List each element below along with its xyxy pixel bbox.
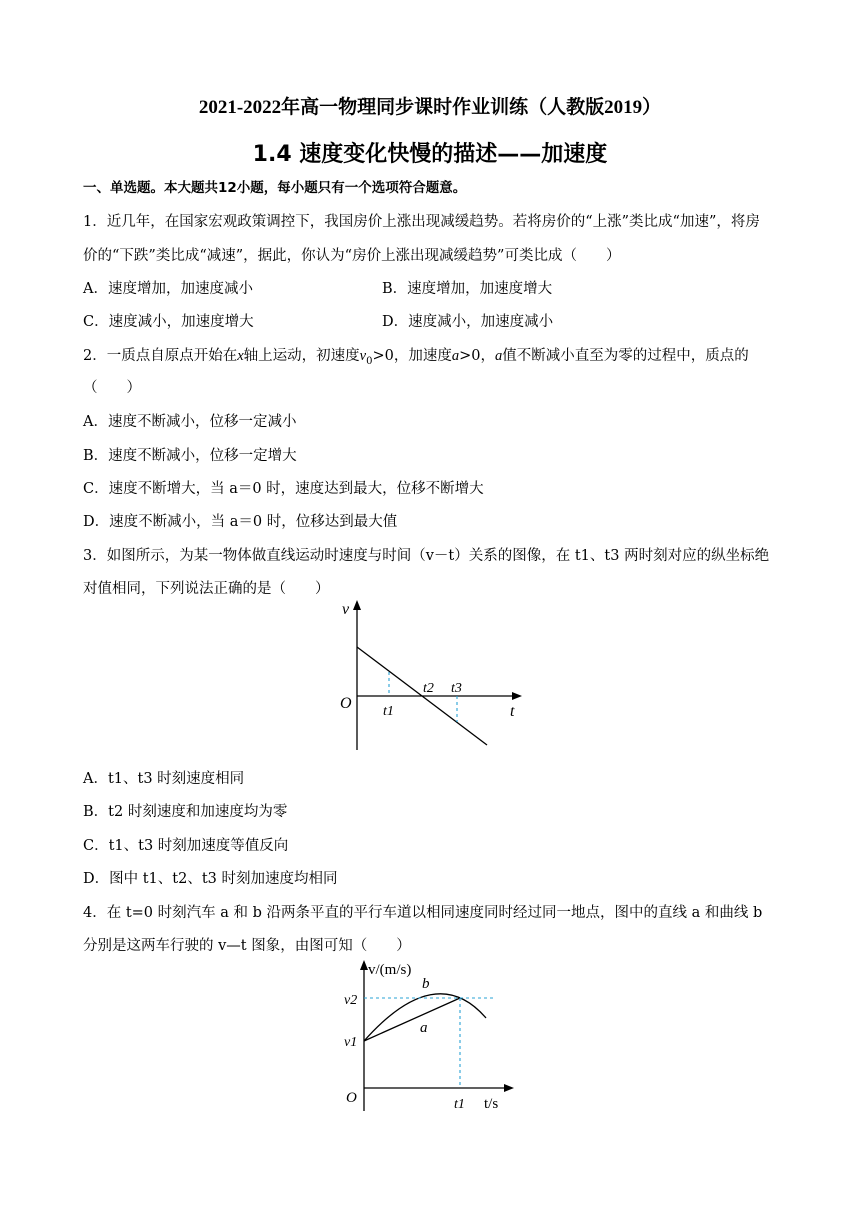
q2-option-b: B．速度不断减小，位移一定增大 [83, 448, 297, 464]
q4-t1-label: t1 [454, 1097, 465, 1112]
q4-line1: 4．在 t=0 时刻汽车 a 和 b 沿两条平直的平行车道以相同速度同时经过同一地点，图中的直线 a 和曲线 b [83, 905, 763, 921]
q3-t2-label: t2 [423, 681, 434, 696]
q4-line-a [364, 998, 460, 1041]
q4-v1-label: v1 [344, 1035, 358, 1050]
q2-text: >0， [459, 348, 495, 364]
document-title: 2021-2022年高一物理同步课时作业训练（人教版2019） [198, 97, 662, 118]
q2-option-d: D．速度不断减小，当 a＝0 时，位移达到最大值 [83, 514, 398, 530]
q2-var-a: a [494, 348, 503, 364]
q2-text: 轴上运动，初速度 [243, 348, 360, 364]
q4-origin-label: O [346, 1090, 357, 1106]
q3-t3-label: t3 [451, 681, 462, 696]
section-heading: 一、单选题。本大题共12小题，每小题只有一个选项符合题意。 [83, 180, 467, 196]
q2-var-v: v [359, 348, 367, 364]
q4-x-label: t/s [484, 1096, 499, 1112]
q4-v2-label: v2 [344, 993, 358, 1008]
q2-text: 2．一质点自原点开始在 [83, 348, 238, 364]
q2-option-a: A．速度不断减小，位移一定减小 [83, 414, 297, 430]
q3-v-arrow [353, 600, 361, 610]
q1-line1: 1．近几年，在国家宏观政策调控下，我国房价上涨出现减缓趋势。若将房价的“上涨”类比成“加速”，将房 [83, 214, 760, 230]
q4-y-label: v/(m/s) [368, 962, 412, 978]
q3-option-c: C．t1、t3 时刻加速度等值反向 [83, 838, 289, 854]
q2-line2: （ ） [83, 380, 141, 396]
q4-line2: 分别是这两车行驶的 v—t 图象，由图可知（ ） [83, 938, 411, 954]
q2-var-a: a [451, 348, 460, 364]
q4-t-arrow [504, 1084, 514, 1092]
q4-b-label: b [422, 976, 430, 992]
q1-option-d: D．速度减小，加速度减小 [382, 314, 554, 330]
q3-line2: 对值相同，下列说法正确的是（ ） [83, 581, 330, 597]
q3-line1: 3．如图所示，为某一物体做直线运动时速度与时间（v－t）关系的图像，在 t1、t3 两时刻对应的纵坐标绝 [83, 548, 770, 564]
q3-vt-graph [330, 598, 530, 758]
q1-line2: 价的“下跌”类比成“减速”，据此，你认为“房价上涨出现减缓趋势”可类比成（ ） [83, 248, 621, 264]
q3-option-d: D．图中 t1、t2、t3 时刻加速度均相同 [83, 871, 338, 887]
q3-t1-label: t1 [383, 704, 394, 719]
q3-option-b: B．t2 时刻速度和加速度均为零 [83, 804, 288, 820]
q1-option-b: B．速度增加，加速度增大 [382, 281, 553, 297]
q2-text: 值不断减小直至为零的过程中，质点的 [502, 348, 749, 364]
q2-line1 [83, 344, 749, 367]
q4-vt-graph [336, 956, 526, 1116]
q2-sub-0: 0 [366, 355, 373, 367]
q2-var-x: x [237, 348, 244, 364]
q3-v-label: v [342, 601, 350, 618]
q2-option-c: C．速度不断增大，当 a＝0 时，速度达到最大，位移不断增大 [83, 481, 484, 497]
q4-a-label: a [420, 1020, 428, 1036]
lesson-title: 1.4 速度变化快慢的描述——加速度 [252, 142, 608, 167]
q3-t-label: t [510, 703, 515, 720]
q3-option-a: A．t1、t3 时刻速度相同 [83, 771, 245, 787]
q1-option-c: C．速度减小，加速度增大 [83, 314, 254, 330]
q1-option-a: A．速度增加，加速度减小 [83, 281, 253, 297]
q3-t-arrow [512, 692, 522, 700]
q2-text: >0，加速度 [372, 348, 452, 364]
q3-origin-label: O [340, 695, 352, 712]
q4-v-arrow [360, 960, 368, 970]
